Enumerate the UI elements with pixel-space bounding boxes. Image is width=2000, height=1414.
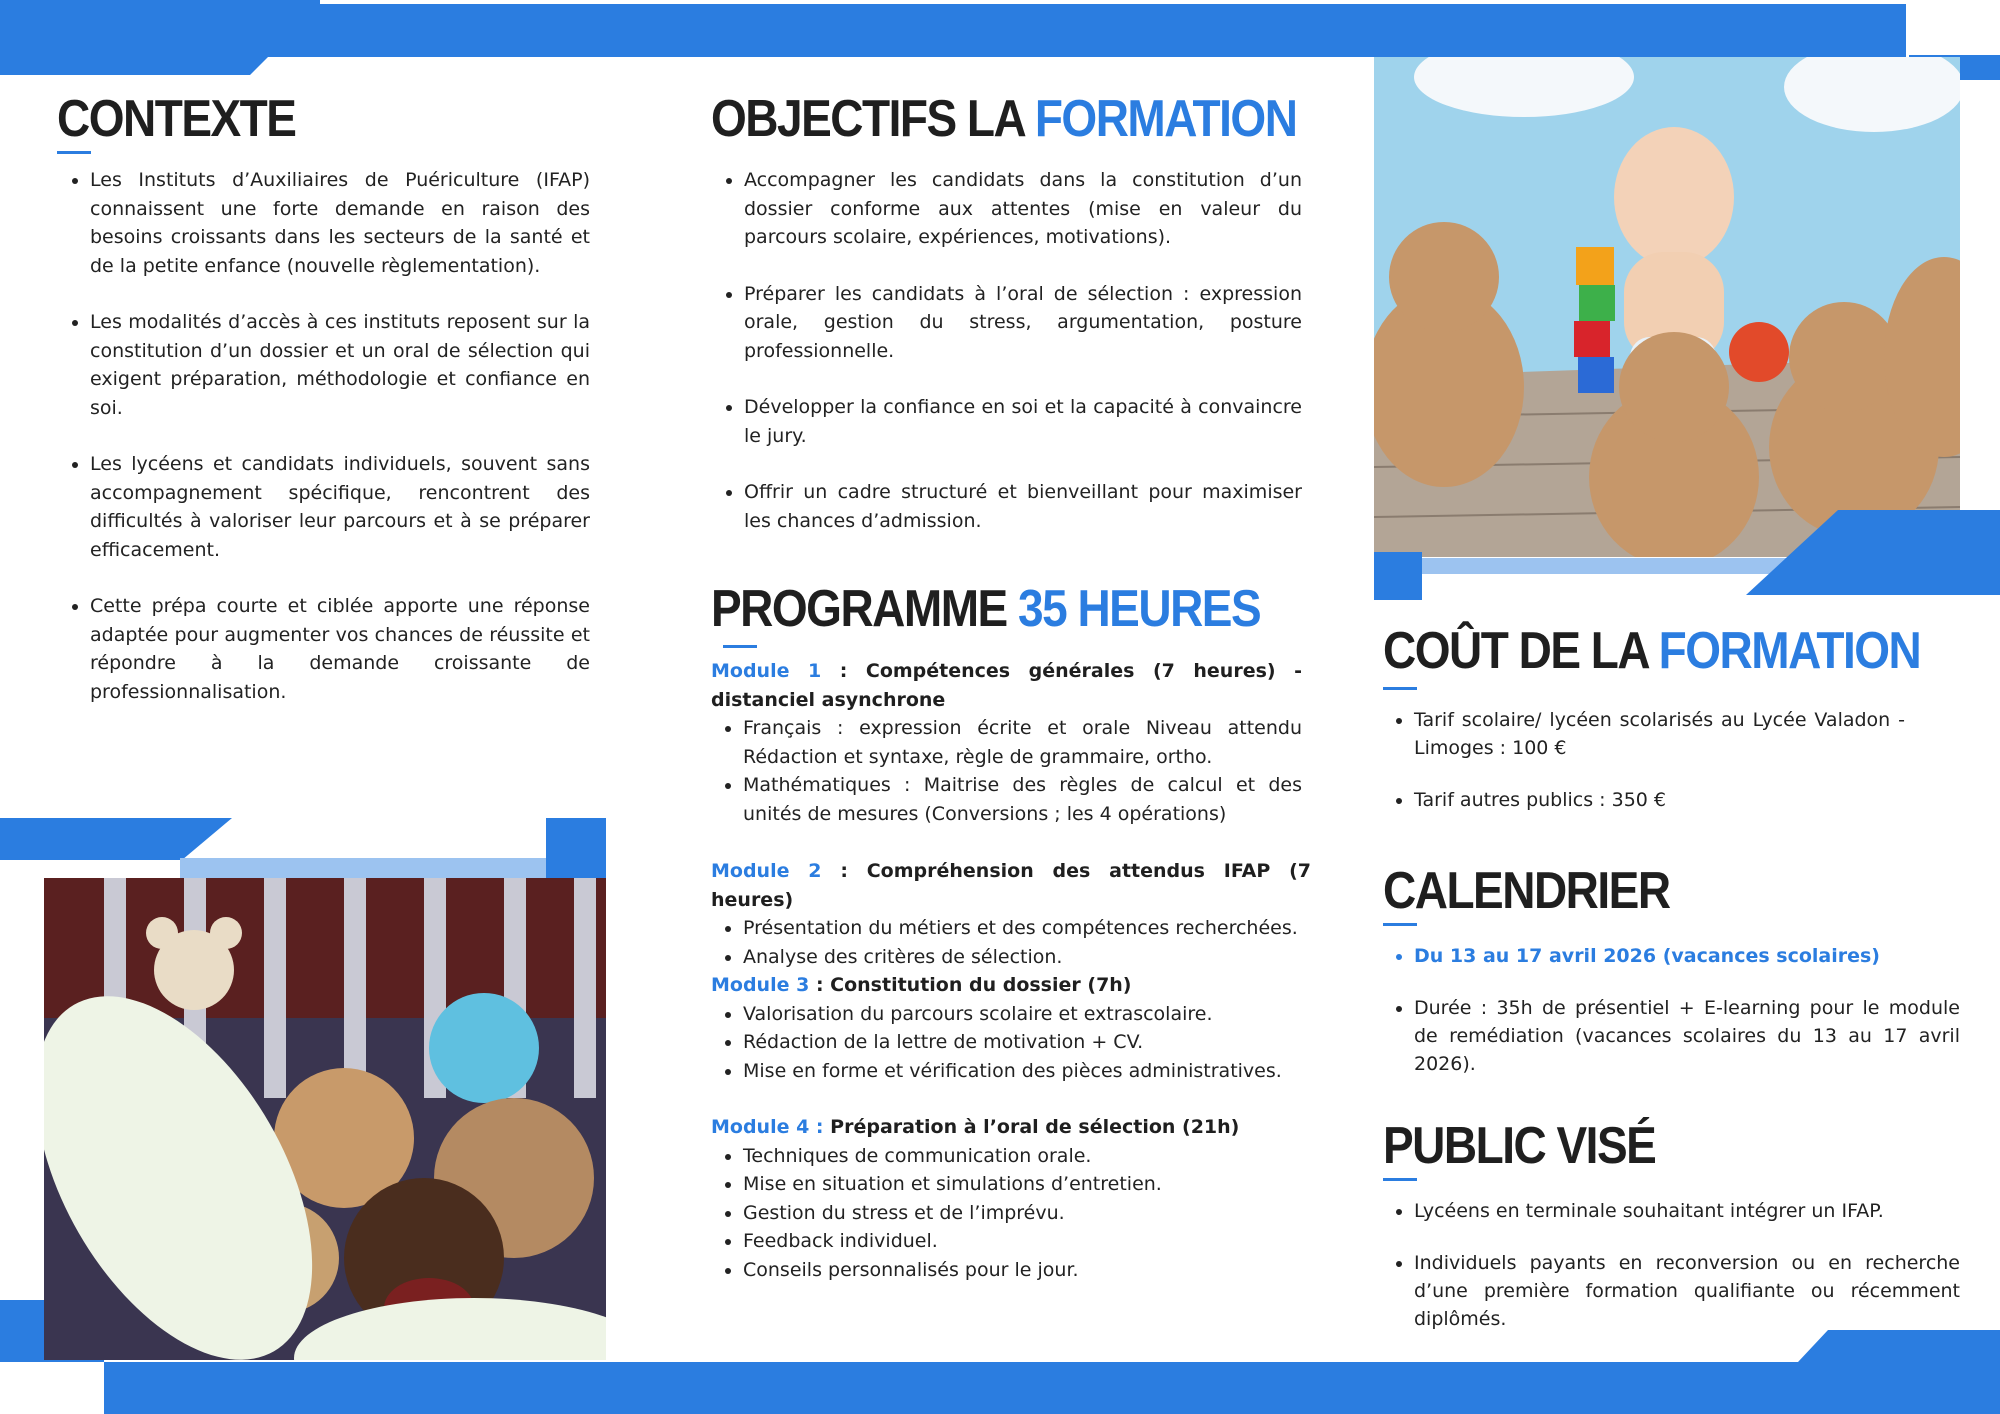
public-heading <box>1383 1115 1655 1175</box>
list-item: • Conseils personnalisés pour le jour. <box>743 1256 1311 1285</box>
calendrier-rule <box>1383 923 1417 926</box>
public-title: PUBLIC VISÉ <box>1383 1116 1656 1175</box>
list-item: • Mathématiques : Maitrise des règles de calcul et des unités de mesures (Conversions ; les 4 opérations) <box>743 771 1302 828</box>
public-rule <box>1383 1178 1417 1181</box>
list-item: • Tarif autres publics : 350 € <box>1414 786 1905 814</box>
module-3-title: Module 3 : Constitution du dossier (7h) <box>711 974 1132 996</box>
objectifs-title-a: OBJECTIFS LA <box>711 89 1035 148</box>
contexte-heading <box>57 88 295 148</box>
calendrier-heading <box>1383 860 1670 920</box>
objectifs-heading <box>711 88 1296 148</box>
list-item: • Mise en situation et simulations d’entretien. <box>743 1170 1311 1199</box>
calendrier-list <box>1382 942 1960 1078</box>
cout-heading <box>1383 620 1920 680</box>
baby-with-teddy-bears-photo <box>1374 57 1960 557</box>
objectifs-list <box>712 166 1302 535</box>
list-item: • Individuels payants en reconversion ou en recherche d’une première formation qualifiante ou récemment diplômés. <box>1414 1249 1960 1333</box>
cout-rule <box>1383 687 1417 690</box>
module-4 <box>711 1113 1311 1284</box>
list-item: • Cette prépa courte et ciblée apporte une réponse adaptée pour augmenter vos chances de réussite et répondre à la demande croissante de professionnalisation. <box>90 592 590 706</box>
module-2-title: Module 2 : Compréhension des attendus IFAP (7 heures) <box>711 860 1311 911</box>
photo-frame-right <box>1372 510 2000 600</box>
list-item: • Les modalités d’accès à ces instituts reposent sur la constitution d’un dossier et un oral de sélection qui exigent préparation, méthodologie et confiance en soi. <box>90 308 590 422</box>
list-item: • Développer la confiance en soi et la capacité à convaincre le jury. <box>744 393 1302 450</box>
list-item: • Tarif scolaire/ lycéen scolarisés au Lycée Valadon - Limoges : 100 € <box>1414 706 1905 762</box>
list-item: • Lycéens en terminale souhaitant intégrer un IFAP. <box>1414 1197 1960 1225</box>
objectifs-title-b: FORMATION <box>1034 89 1297 148</box>
list-item: • Accompagner les candidats dans la constitution d’un dossier conforme aux attentes (mise en valeur du parcours scolaire, expériences, motivations). <box>744 166 1302 252</box>
list-item: • Feedback individuel. <box>743 1227 1311 1256</box>
cout-title-b: FORMATION <box>1658 621 1921 680</box>
list-item: • Techniques de communication orale. <box>743 1142 1311 1171</box>
module-2 <box>711 857 1311 971</box>
module-4-title: Module 4 : Préparation à l’oral de sélection (21h) <box>711 1116 1240 1138</box>
list-item: • Préparer les candidats à l’oral de sélection : expression orale, gestion du stress, argumentation, posture professionnelle. <box>744 280 1302 366</box>
laughing-baby-photo <box>44 878 606 1360</box>
list-item: • Analyse des critères de sélection. <box>743 943 1311 972</box>
module-3 <box>711 971 1311 1085</box>
contexte-list <box>58 166 590 706</box>
list-item: • Mise en forme et vérification des pièces administratives. <box>743 1057 1311 1086</box>
list-item: • Les Instituts d’Auxiliaires de Puériculture (IFAP) connaissent une forte demande en raison des besoins croissants dans les secteurs de la santé et de la petite enfance (nouvelle règlementation). <box>90 166 590 280</box>
programme-title-a: PROGRAMME <box>711 579 1018 638</box>
contexte-rule <box>57 151 91 154</box>
list-item: • Français : expression écrite et orale Niveau attendu Rédaction et syntaxe, règle de grammaire, ortho. <box>743 714 1302 771</box>
public-list <box>1382 1197 1960 1333</box>
list-item: • Les lycéens et candidats individuels, souvent sans accompagnement spécifique, rencontrent des difficultés à valoriser leur parcours et à se préparer efficacement. <box>90 450 590 564</box>
list-item: • Valorisation du parcours scolaire et extrascolaire. <box>743 1000 1311 1029</box>
contexte-title: CONTEXTE <box>57 89 296 148</box>
cout-list <box>1382 706 1905 814</box>
cout-title-a: COÛT DE LA <box>1383 621 1659 680</box>
calendrier-title: CALENDRIER <box>1383 861 1670 920</box>
programme-rule <box>723 645 757 648</box>
list-item: • Offrir un cadre structuré et bienveillant pour maximiser les chances d’admission. <box>744 478 1302 535</box>
programme-heading <box>711 578 1260 638</box>
list-item: • Présentation du métiers et des compétences recherchées. <box>743 914 1311 943</box>
module-1 <box>711 657 1302 828</box>
list-item: • Gestion du stress et de l’imprévu. <box>743 1199 1311 1228</box>
programme-title-b: 35 HEURES <box>1018 579 1261 638</box>
calendrier-duree: • Durée : 35h de présentiel + E-learning pour le module de remédiation (vacances scolaires du 13 au 17 avril 2026). <box>1414 994 1960 1078</box>
calendrier-dates: • Du 13 au 17 avril 2026 (vacances scolaires) <box>1414 942 1960 970</box>
list-item: • Rédaction de la lettre de motivation + CV. <box>743 1028 1311 1057</box>
module-1-title: Module 1 : Compétences générales (7 heures) - distanciel asynchrone <box>711 660 1302 711</box>
